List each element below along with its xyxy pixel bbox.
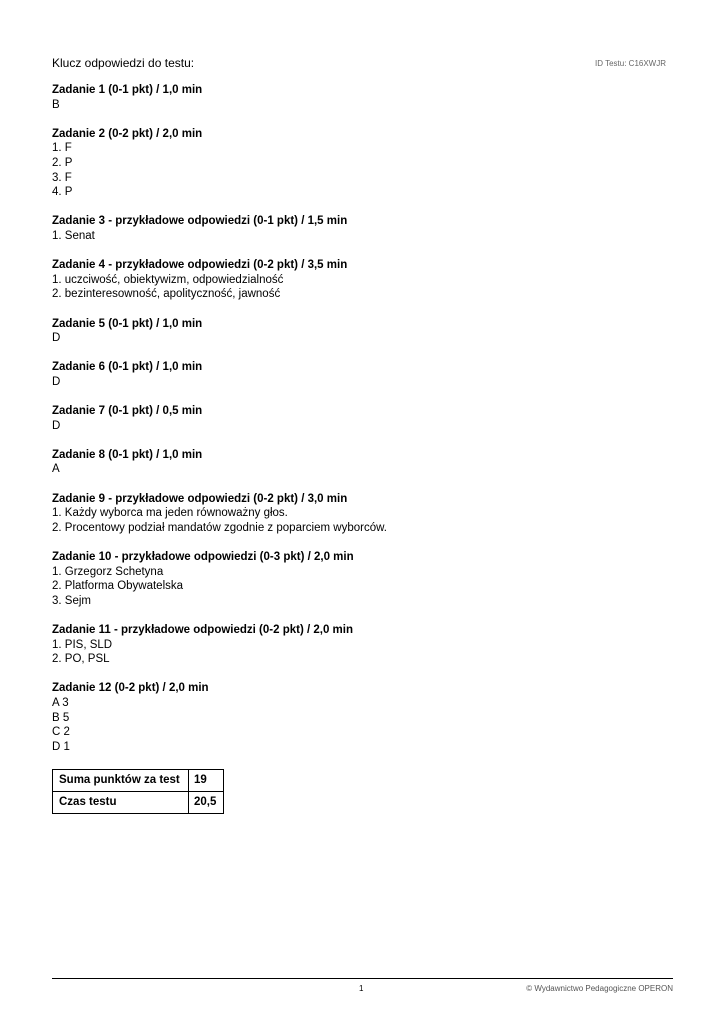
- task-answer: 3. F: [52, 171, 72, 184]
- task-block: [52, 492, 672, 536]
- points-label: Suma punktów za test: [53, 769, 189, 791]
- task-title: Zadanie 12 (0-2 pkt) / 2,0 min: [52, 682, 209, 695]
- points-value: 19: [189, 769, 224, 791]
- task-title: Zadanie 9 - przykładowe odpowiedzi (0-2 pkt) / 3,0 min: [52, 492, 348, 505]
- page-header: [52, 56, 666, 72]
- task-answer: 1. Każdy wyborca ma jeden równoważny głos.: [52, 507, 288, 520]
- summary-row-points: [53, 769, 224, 791]
- task-answer: 1. PIS, SLD: [52, 638, 113, 651]
- task-answer: 3. Sejm: [52, 594, 91, 607]
- task-answer: 2. P: [52, 156, 73, 169]
- page-number: 1: [359, 984, 364, 993]
- task-answer: D: [52, 375, 61, 388]
- task-title: Zadanie 7 (0-1 pkt) / 0,5 min: [52, 405, 203, 418]
- task-block: [52, 317, 672, 346]
- task-answer: 2. bezinteresowność, apolityczność, jawność: [52, 288, 281, 301]
- page-title: Klucz odpowiedzi do testu:: [52, 56, 195, 70]
- task-answer: 1. Senat: [52, 229, 95, 242]
- time-label: Czas testu: [53, 791, 189, 813]
- task-block: [52, 360, 672, 389]
- task-answer: D: [52, 332, 61, 345]
- task-block: [52, 127, 672, 200]
- task-block: [52, 214, 672, 243]
- task-title: Zadanie 4 - przykładowe odpowiedzi (0-2 pkt) / 3,5 min: [52, 259, 348, 272]
- task-answer: A: [52, 463, 60, 476]
- task-container: [52, 83, 672, 754]
- task-answer: 2. Procentowy podział mandatów zgodnie z poparciem wyborców.: [52, 521, 387, 534]
- task-answer: B: [52, 98, 60, 111]
- task-title: Zadanie 11 - przykładowe odpowiedzi (0-2 pkt) / 2,0 min: [52, 623, 353, 636]
- task-title: Zadanie 2 (0-2 pkt) / 2,0 min: [52, 127, 203, 140]
- summary-row-time: [53, 791, 224, 813]
- task-block: [52, 550, 672, 608]
- task-title: Zadanie 5 (0-1 pkt) / 1,0 min: [52, 317, 203, 330]
- task-answer: 2. PO, PSL: [52, 653, 110, 666]
- task-answer: D: [52, 419, 61, 432]
- task-answer: 2. Platforma Obywatelska: [52, 580, 184, 593]
- footer-divider: [52, 978, 673, 979]
- task-title: Zadanie 3 - przykładowe odpowiedzi (0-1 pkt) / 1,5 min: [52, 215, 348, 228]
- task-block: [52, 448, 672, 477]
- task-block: [52, 258, 672, 302]
- copyright-notice: © Wydawnictwo Pedagogiczne OPERON: [526, 984, 673, 993]
- summary-table: [52, 769, 224, 814]
- task-title: Zadanie 8 (0-1 pkt) / 1,0 min: [52, 448, 203, 461]
- task-answer: C 2: [52, 726, 70, 739]
- answer-key-page: [52, 0, 673, 1024]
- task-answer: A 3: [52, 696, 69, 709]
- task-answer: D 1: [52, 740, 70, 753]
- task-title: Zadanie 6 (0-1 pkt) / 1,0 min: [52, 361, 203, 374]
- time-value: 20,5: [189, 791, 224, 813]
- task-block: [52, 404, 672, 433]
- task-answer: B 5: [52, 711, 70, 724]
- task-block: [52, 623, 672, 667]
- task-answer: 1. uczciwość, obiektywizm, odpowiedzialność: [52, 273, 284, 286]
- task-title: Zadanie 10 - przykładowe odpowiedzi (0-3 pkt) / 2,0 min: [52, 551, 354, 563]
- test-id: ID Testu: C16XWJR: [595, 59, 666, 68]
- task-answer: 1. Grzegorz Schetyna: [52, 565, 164, 578]
- task-answer: 4. P: [52, 186, 73, 199]
- task-answer: 1. F: [52, 142, 72, 155]
- task-block: [52, 681, 672, 754]
- task-title: Zadanie 1 (0-1 pkt) / 1,0 min: [52, 84, 203, 96]
- task-block: [52, 83, 672, 112]
- task-list: [52, 83, 672, 814]
